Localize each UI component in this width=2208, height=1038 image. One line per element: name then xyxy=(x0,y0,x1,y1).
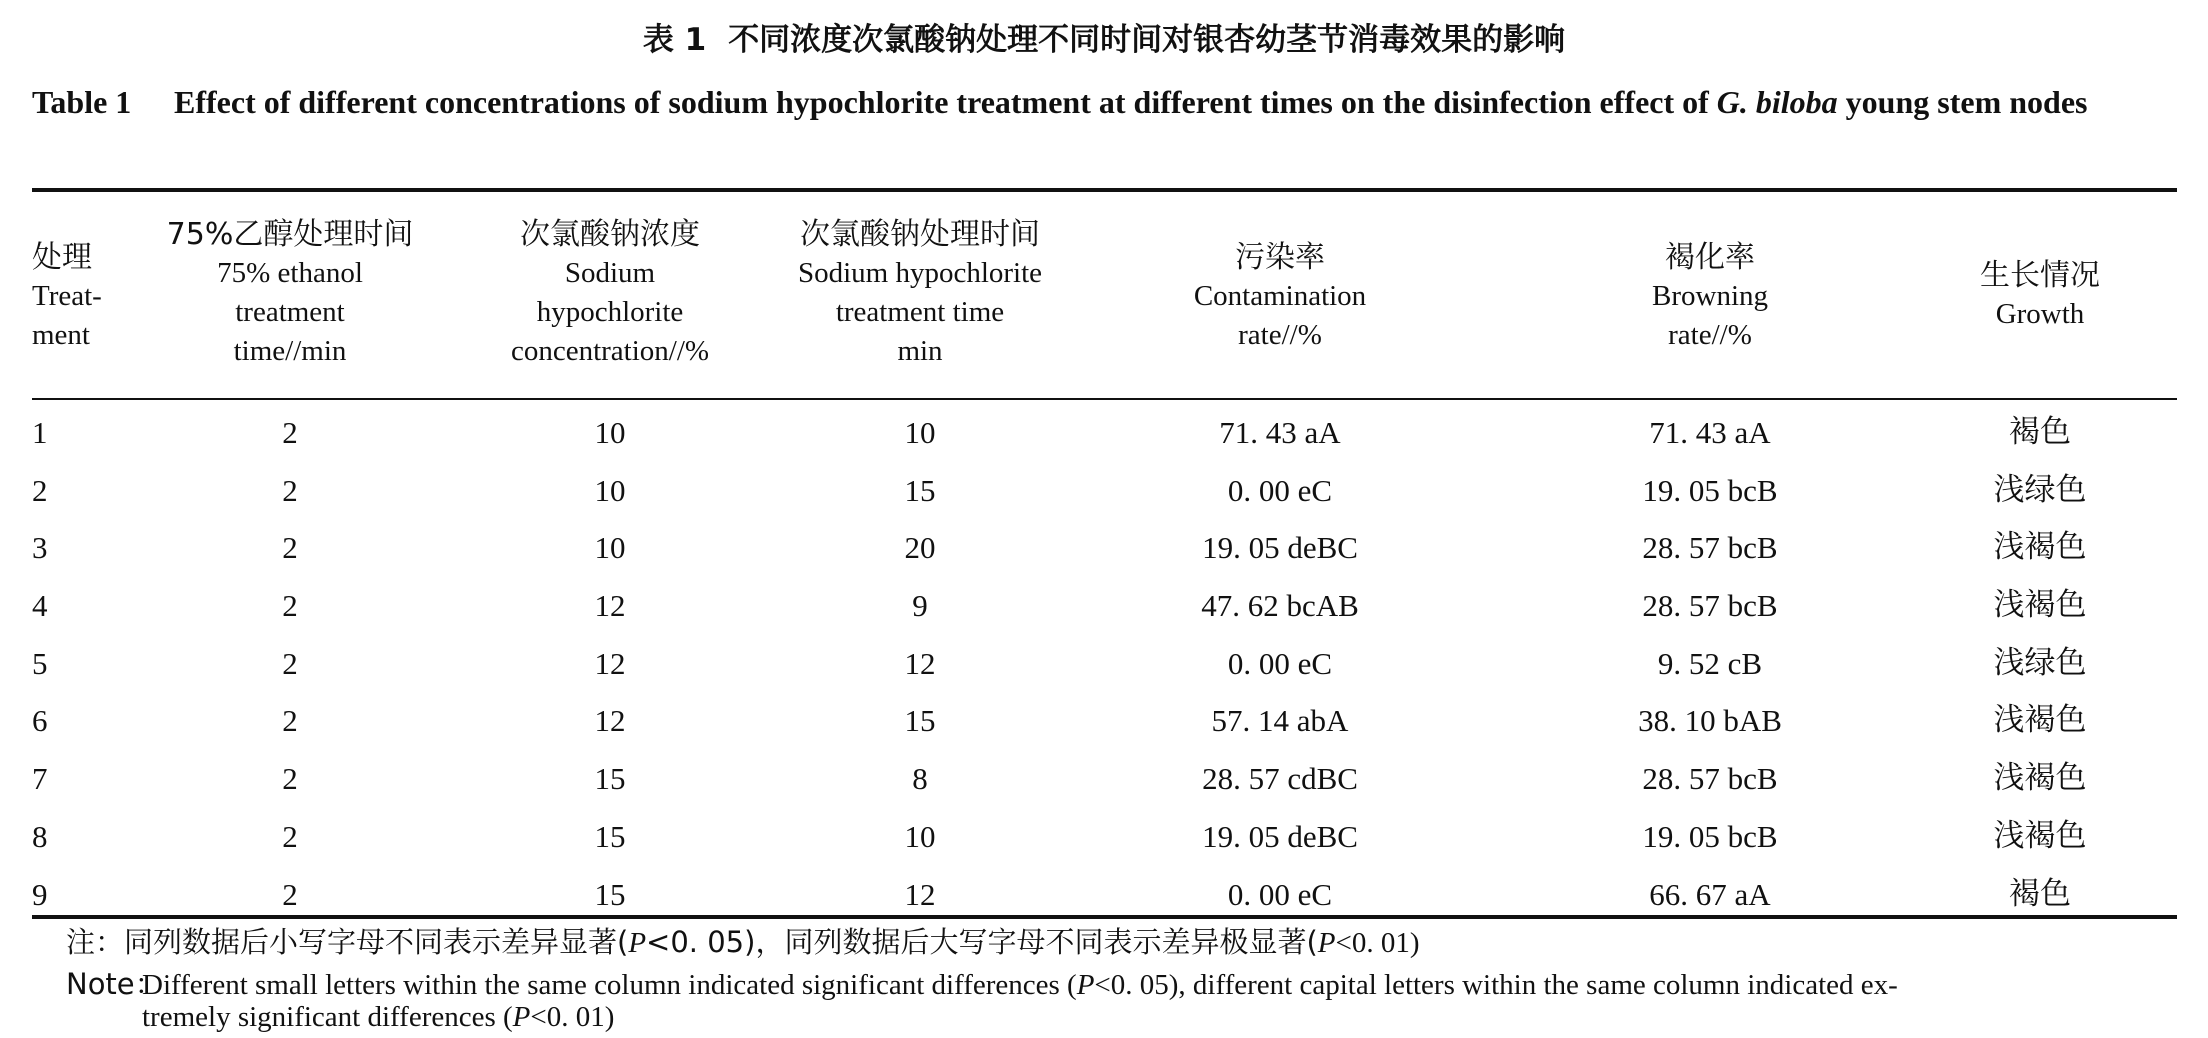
table-caption-cn xyxy=(0,14,2208,59)
table-row xyxy=(0,692,2208,750)
cell-treatment: 1 xyxy=(32,415,48,450)
cell-treatment: 9 xyxy=(32,876,48,912)
header-ethanol-time-cn: 75%乙醇处理时间 xyxy=(166,217,414,252)
cell-treatment: 6 xyxy=(32,703,48,739)
cell-ethanol-time: 2 xyxy=(282,703,298,739)
cell-browning-rate: 71. 43 aA xyxy=(1649,415,1771,450)
table-body xyxy=(0,404,2208,923)
header-treatment-en-1: Treat- xyxy=(32,280,102,312)
cell-naclo-time: 10 xyxy=(904,415,936,450)
note-cn-part-c: <0. 01) xyxy=(1335,927,1420,959)
header-ethanol-time xyxy=(140,215,440,371)
note-en-line-1 xyxy=(66,962,1898,1003)
header-browning-rate-en-1: Browning xyxy=(1652,280,1768,312)
cell-contamination-rate: 0. 00 eC xyxy=(1227,472,1333,508)
header-contamination-rate-en-2: rate//% xyxy=(1238,319,1322,351)
header-naclo-concentration-cn: 次氯酸钠浓度 xyxy=(520,217,700,252)
header-contamination-rate xyxy=(1130,238,1430,355)
cell-naclo-concentration: 15 xyxy=(594,876,626,912)
p-symbol: P xyxy=(1317,927,1336,959)
cell-naclo-concentration: 10 xyxy=(594,415,626,450)
cell-ethanol-time: 2 xyxy=(282,588,298,624)
header-ethanol-time-en-3: time//min xyxy=(233,335,347,367)
cell-growth: 浅褐色 xyxy=(1993,760,2087,797)
header-treatment-en-2: ment xyxy=(32,319,90,351)
cell-naclo-concentration: 12 xyxy=(594,645,626,681)
cell-growth: 浅绿色 xyxy=(1993,471,2087,508)
table-row xyxy=(0,635,2208,693)
cell-treatment: 8 xyxy=(32,818,48,854)
cell-browning-rate: 28. 57 bcB xyxy=(1642,761,1778,797)
header-growth-en: Growth xyxy=(1995,298,2085,330)
cell-ethanol-time: 2 xyxy=(282,761,298,797)
cell-naclo-time: 9 xyxy=(912,588,928,624)
header-growth-cn: 生长情况 xyxy=(1980,258,2100,293)
cell-browning-rate: 66. 67 aA xyxy=(1649,876,1771,912)
table-row xyxy=(0,808,2208,866)
species-name: G. biloba xyxy=(1716,84,1838,120)
cell-naclo-concentration: 12 xyxy=(594,588,626,624)
header-naclo-concentration-en-1: Sodium xyxy=(564,257,656,289)
header-naclo-concentration-en-3: concentration//% xyxy=(510,335,710,367)
p-symbol: P xyxy=(512,1001,531,1033)
cell-browning-rate: 9. 52 cB xyxy=(1657,645,1763,681)
note-en-lead: Note： xyxy=(66,967,164,1001)
note-en-part-b: <0. 05), different capital letters within the same column indicated ex- xyxy=(1094,969,1898,1001)
cell-naclo-time: 12 xyxy=(904,876,936,912)
table-row xyxy=(0,519,2208,577)
cell-naclo-concentration: 10 xyxy=(594,472,626,508)
cell-growth: 褐色 xyxy=(2009,875,2071,912)
cell-growth: 浅褐色 xyxy=(1993,587,2087,624)
cell-contamination-rate: 0. 00 eC xyxy=(1227,645,1333,681)
cell-ethanol-time: 2 xyxy=(282,530,298,566)
header-contamination-rate-cn: 污染率 xyxy=(1235,240,1325,275)
cell-ethanol-time: 2 xyxy=(282,415,298,450)
table-row xyxy=(0,404,2208,462)
p-symbol: P xyxy=(1076,969,1095,1001)
table-header-rule xyxy=(32,398,2177,400)
cell-growth: 浅褐色 xyxy=(1993,529,2087,566)
cell-contamination-rate: 47. 62 bcAB xyxy=(1201,588,1359,624)
cell-contamination-rate: 71. 43 aA xyxy=(1219,415,1341,450)
table-top-rule xyxy=(32,188,2177,192)
cell-naclo-concentration: 15 xyxy=(594,761,626,797)
cell-naclo-time: 15 xyxy=(904,472,936,508)
header-browning-rate-cn: 褐化率 xyxy=(1665,240,1755,275)
cell-contamination-rate: 28. 57 cdBC xyxy=(1202,761,1358,797)
cell-naclo-time: 12 xyxy=(904,645,936,681)
cell-growth: 浅褐色 xyxy=(1993,817,2087,854)
cell-naclo-concentration: 12 xyxy=(594,703,626,739)
note-en-line-2 xyxy=(142,1001,614,1034)
cell-browning-rate: 28. 57 bcB xyxy=(1642,588,1778,624)
table-title-en xyxy=(174,74,2182,130)
cell-ethanol-time: 2 xyxy=(282,472,298,508)
table-row xyxy=(0,750,2208,808)
cell-treatment: 7 xyxy=(32,761,48,797)
cell-ethanol-time: 2 xyxy=(282,818,298,854)
table-number-cn: 表 1 xyxy=(642,22,707,58)
cell-growth: 浅绿色 xyxy=(1993,644,2087,681)
p-symbol: P xyxy=(628,927,647,959)
header-browning-rate xyxy=(1560,238,1860,355)
header-treatment-cn: 处理 xyxy=(32,240,92,275)
note-cn-part-a: 注：同列数据后小写字母不同表示差异显著( xyxy=(66,925,629,959)
cell-treatment: 2 xyxy=(32,472,48,508)
cell-ethanol-time: 2 xyxy=(282,645,298,681)
header-ethanol-time-en-1: 75% ethanol xyxy=(217,257,363,289)
cell-naclo-concentration: 10 xyxy=(594,530,626,566)
cell-treatment: 5 xyxy=(32,645,48,681)
cell-naclo-concentration: 15 xyxy=(594,818,626,854)
note-cn-part-b: <0. 05)，同列数据后大写字母不同表示差异极显著( xyxy=(646,925,1318,959)
cell-browning-rate: 38. 10 bAB xyxy=(1638,703,1782,739)
cell-contamination-rate: 0. 00 eC xyxy=(1227,876,1333,912)
header-treatment xyxy=(32,238,132,355)
note-cn xyxy=(66,920,1420,961)
table-caption-en xyxy=(32,74,2182,130)
note-en-part-c: tremely significant differences ( xyxy=(142,1001,513,1033)
cell-naclo-time: 10 xyxy=(904,818,936,854)
table-bottom-rule xyxy=(32,915,2177,919)
cell-naclo-time: 20 xyxy=(904,530,936,566)
cell-contamination-rate: 19. 05 deBC xyxy=(1202,530,1358,566)
cell-naclo-time: 8 xyxy=(912,761,928,797)
note-en-part-a: Different small letters within the same column indicated significant differences ( xyxy=(142,969,1077,1001)
table-row xyxy=(0,577,2208,635)
table-title-cn: 不同浓度次氯酸钠处理不同时间对银杏幼茎节消毒效果的影响 xyxy=(728,22,1566,58)
cell-ethanol-time: 2 xyxy=(282,876,298,912)
header-naclo-time-cn: 次氯酸钠处理时间 xyxy=(800,217,1040,252)
header-naclo-time xyxy=(760,215,1080,371)
note-en-part-d: <0. 01) xyxy=(530,1001,615,1033)
header-naclo-concentration xyxy=(460,215,760,371)
cell-browning-rate: 28. 57 bcB xyxy=(1642,530,1778,566)
cell-treatment: 3 xyxy=(32,530,48,566)
cell-naclo-time: 15 xyxy=(904,703,936,739)
header-contamination-rate-en-1: Contamination xyxy=(1193,280,1367,312)
header-browning-rate-en-2: rate//% xyxy=(1668,319,1752,351)
table-title-en-post: young stem nodes xyxy=(1845,84,2088,120)
header-naclo-concentration-en-2: hypochlorite xyxy=(536,296,684,328)
header-naclo-time-en-1: Sodium hypochlorite xyxy=(797,257,1043,289)
table-row xyxy=(0,462,2208,520)
cell-growth: 浅褐色 xyxy=(1993,702,2087,739)
cell-browning-rate: 19. 05 bcB xyxy=(1642,472,1778,508)
header-naclo-time-en-3: min xyxy=(897,335,943,367)
table-label-en: Table 1 xyxy=(32,84,132,120)
cell-browning-rate: 19. 05 bcB xyxy=(1642,818,1778,854)
cell-treatment: 4 xyxy=(32,588,48,624)
header-ethanol-time-en-2: treatment xyxy=(235,296,345,328)
table-title-en-pre: Effect of different concentrations of sodium hypochlorite treatment at different times on the disinfection effect of xyxy=(174,84,1709,120)
header-naclo-time-en-2: treatment time xyxy=(835,296,1005,328)
header-growth xyxy=(1930,256,2150,334)
cell-contamination-rate: 19. 05 deBC xyxy=(1202,818,1358,854)
cell-contamination-rate: 57. 14 abA xyxy=(1211,703,1349,739)
cell-growth: 褐色 xyxy=(2009,414,2071,450)
